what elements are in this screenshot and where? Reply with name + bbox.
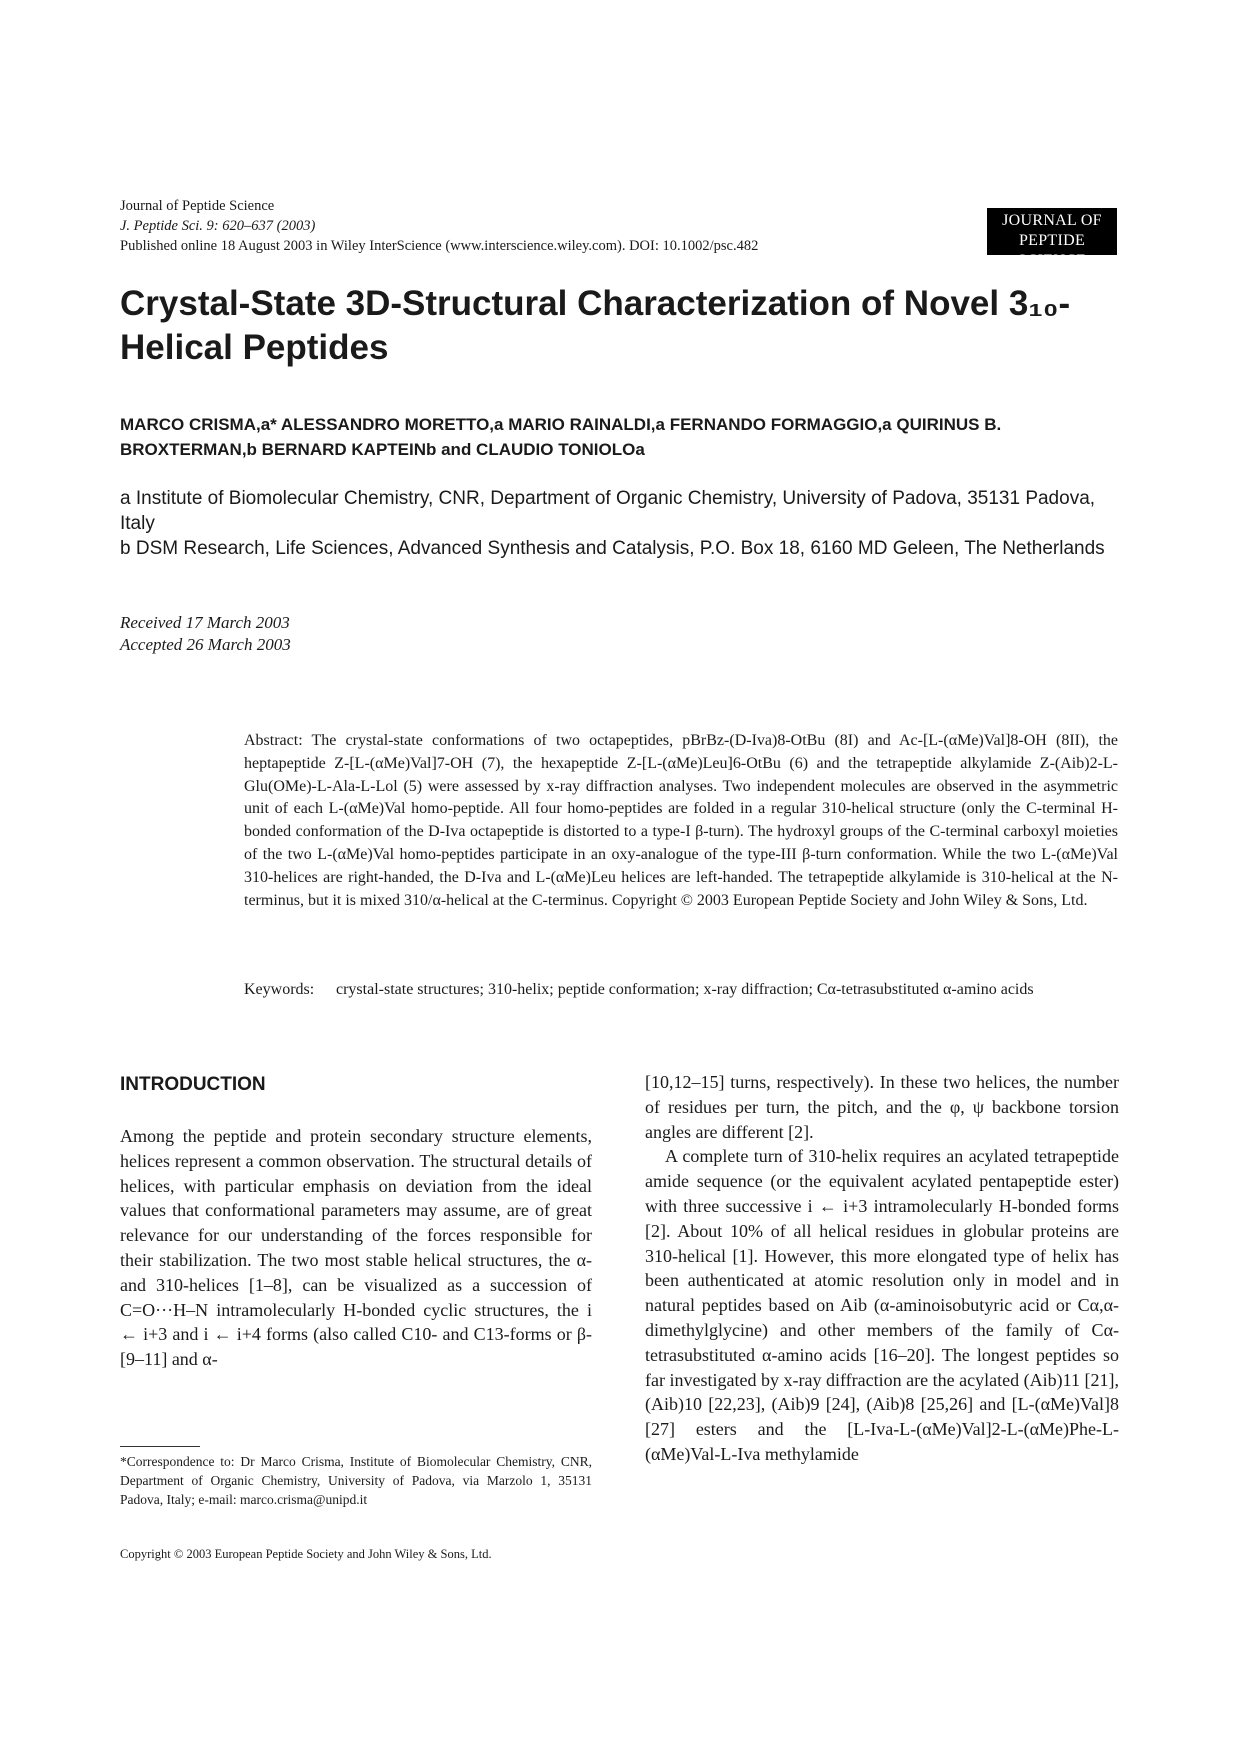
journal-citation: J. Peptide Sci. 9: 620–637 (2003) <box>120 218 316 234</box>
intro-paragraph-2: A complete turn of 310-helix requires an acylated tetrapeptide amide sequence (or the equivalent acylated pentapeptide ester) with three successive i ← i+3 intramolecularly H-bonded forms [2]. About 10% of all helical residues in globular proteins are 310-helical [1]. However, this more elongated type of helix has been authenticated at atomic resolution only in model and in natural peptides based on Aib (α-aminoisobutyric acid or Cα,α-dimethylglycine) and other members of the family of Cα-tetrasubstituted α-amino acids [16–20]. The longest peptides so far investigated by x-ray diffraction are the acylated (Aib)11 [21], (Aib)10 [22,23], (Aib)9 [24], (Aib)8 [25,26] and [L-(αMe)Val]8 [27] esters and the [L-Iva-L-(αMe)Val]2-L-(αMe)Phe-L-(αMe)Val-L-Iva methylamide <box>645 1146 1119 1464</box>
logo-line-2: PEPTIDE SCIENCE <box>1017 232 1087 269</box>
intro-paragraph-1: [10,12–15] turns, respectively). In these two helices, the number of residues per turn, the pitch, and the φ, ψ backbone torsion angles are different [2]. <box>645 1072 1119 1142</box>
intro-left-column: Among the peptide and protein secondary structure elements, helices represent a common observation. The structural details of helices, with particular emphasis on deviation from the ideal values that conformational parameters may assume, are of great relevance for our understanding of the forces responsible for their stabilization. The two most stable helical structures, the α- and 310-helices [1–8], can be visualized as a succession of C=O···H–N intramolecularly H-bonded cyclic structures, the i ← i+3 and i ← i+4 forms (also called C10- and C13-forms or β- [9–11] and α- <box>120 1126 592 1370</box>
section-heading: INTRODUCTION <box>120 1074 266 1095</box>
received-date: Received 17 March 2003 <box>120 613 290 632</box>
footnote-divider <box>120 1446 200 1447</box>
keywords <box>244 978 1118 1001</box>
abstract: Abstract: The crystal-state conformations of two octapeptides, pBrBz-(D-Iva)8-OtBu (8I) and Ac-[L-(αMe)Val]8-OH (8II), the heptapeptide Z-[L-(αMe)Val]7-OH (7), the hexapeptide Z-[L-(αMe)Leu]6-OtBu (6) and the tetrapeptide alkylamide Z-(Aib)2-L-Glu(OMe)-L-Ala-L-Lol (5) were assessed by x-ray diffraction analyses. Two independent molecules are observed in the asymmetric unit of each L-(αMe)Val homo-peptide. All four homo-peptides are folded in a regular 310-helical structure (only the C-terminal H-bonded conformation of the D-Iva octapeptide is distorted to a type-I β-turn). The hydroxyl groups of the C-terminal carboxyl moieties of the two L-(αMe)Val homo-peptides participate in an oxy-analogue of the type-III β-turn conformation. While the two L-(αMe)Val 310-helices are right-handed, the D-Iva and L-(αMe)Leu helices are left-handed. The tetrapeptide alkylamide is 310-helical at the N-terminus, but it is mixed 310/α-helical at the C-terminus. Copyright © 2003 European Peptide Society and John Wiley & Sons, Ltd. <box>244 732 1118 909</box>
correspondence-footnote: *Correspondence to: Dr Marco Crisma, Institute of Biomolecular Chemistry, CNR, Department of Organic Chemistry, University of Padova, via Marzolo 1, 35131 Padova, Italy; e-mail: marco.crisma@unipd.it <box>120 1454 592 1507</box>
intro-right-column <box>645 1070 1119 1467</box>
author-list: MARCO CRISMA,a* ALESSANDRO MORETTO,a MARIO RAINALDI,a FERNANDO FORMAGGIO,a QUIRINUS B. BROXTERMAN,b BERNARD KAPTEINb and CLAUDIO TONIOLOa <box>120 415 1002 459</box>
accepted-date: Accepted 26 March 2003 <box>120 635 291 654</box>
publication-info: Published online 18 August 2003 in Wiley InterScience (www.interscience.wiley.com). DOI: 10.1002/psc.482 <box>120 238 759 254</box>
affiliation-a: a Institute of Biomolecular Chemistry, CNR, Department of Organic Chemistry, University of Padova, 35131 Padova, Italy <box>120 488 1096 534</box>
keywords-label: Keywords: <box>244 981 315 998</box>
journal-name: Journal of Peptide Science <box>120 198 275 214</box>
keywords-text: crystal-state structures; 310-helix; peptide conformation; x-ray diffraction; Cα-tetrasubstituted α-amino acids <box>336 981 1034 998</box>
journal-logo <box>987 208 1117 269</box>
page-copyright: Copyright © 2003 European Peptide Society and John Wiley & Sons, Ltd. <box>120 1547 492 1561</box>
logo-line-1: JOURNAL OF <box>1002 212 1102 229</box>
article-title: Crystal-State 3D-Structural Characterization of Novel 3₁₀-Helical Peptides <box>120 284 1071 367</box>
journal-header <box>120 196 1120 256</box>
article-dates <box>120 612 291 656</box>
affiliation-b: b DSM Research, Life Sciences, Advanced Synthesis and Catalysis, P.O. Box 18, 6160 MD Geleen, The Netherlands <box>120 538 1105 559</box>
affiliations <box>120 486 1120 561</box>
